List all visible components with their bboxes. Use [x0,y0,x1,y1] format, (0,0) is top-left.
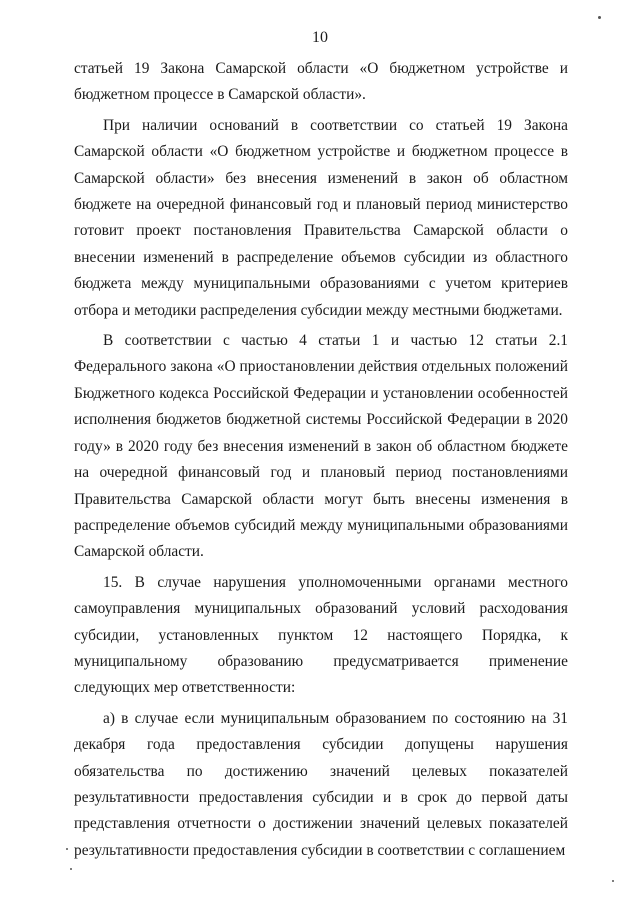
scan-speck [612,880,614,882]
scan-speck [70,868,72,870]
paragraph-2: При наличии оснований в соответствии со статьей 19 Закона Самарской области «О бюджетном устройстве и бюджетном процессе в Самарской области» без внесения изменений в закон об областном бюджете на очередной финансовый год и плановый период министерство готовит проект постановления Правительства Самарской области о внесении изменений в распределение объемов субсидии из областного бюджета между муниципальными образованиями с учетом критериев отбора и методики распределения субсидии между местными бюджетами. [74,116,568,319]
paragraph-3: В соответствии с частью 4 статьи 1 и частью 12 статьи 2.1 Федерального закона «О приостановлении действия отдельных положений Бюджетного кодекса Российской Федерации и установлении особенностей исполнения бюджетов бюджетной системы Российской Федерации в 2020 году» в 2020 году без внесения изменений в закон об областном бюджете на очередной финансовый год и плановый период постановлениями Правительства Самарской области могут быть внесены изменения в распределение объемов субсидий между муниципальными образованиями Самарской области. [74,332,568,561]
document-body [74,56,568,864]
paragraph-1: статьей 19 Закона Самарской области «О бюджетном устройстве и бюджетном процессе в Самарской области». [74,60,568,104]
page-number: 10 [312,29,328,46]
scan-speck [66,848,68,850]
scan-speck [598,16,601,19]
paragraph-4: 15. В случае нарушения уполномоченными органами местного самоуправления муниципальных образований условий расходования субсидии, установленных пунктом 12 настоящего Порядка, к муниципальному образованию предусматривается применение следующих мер ответственности: [74,573,568,697]
paragraph-5: а) в случае если муниципальным образованием по состоянию на 31 декабря года предоставления субсидии допущены нарушения обязательства по достижению значений целевых показателей результативности предоставления субсидии и в срок до первой даты представления отчетности о достижении значений целевых показателей результативности предоставления субсидии в соответствии с соглашением [74,709,568,859]
